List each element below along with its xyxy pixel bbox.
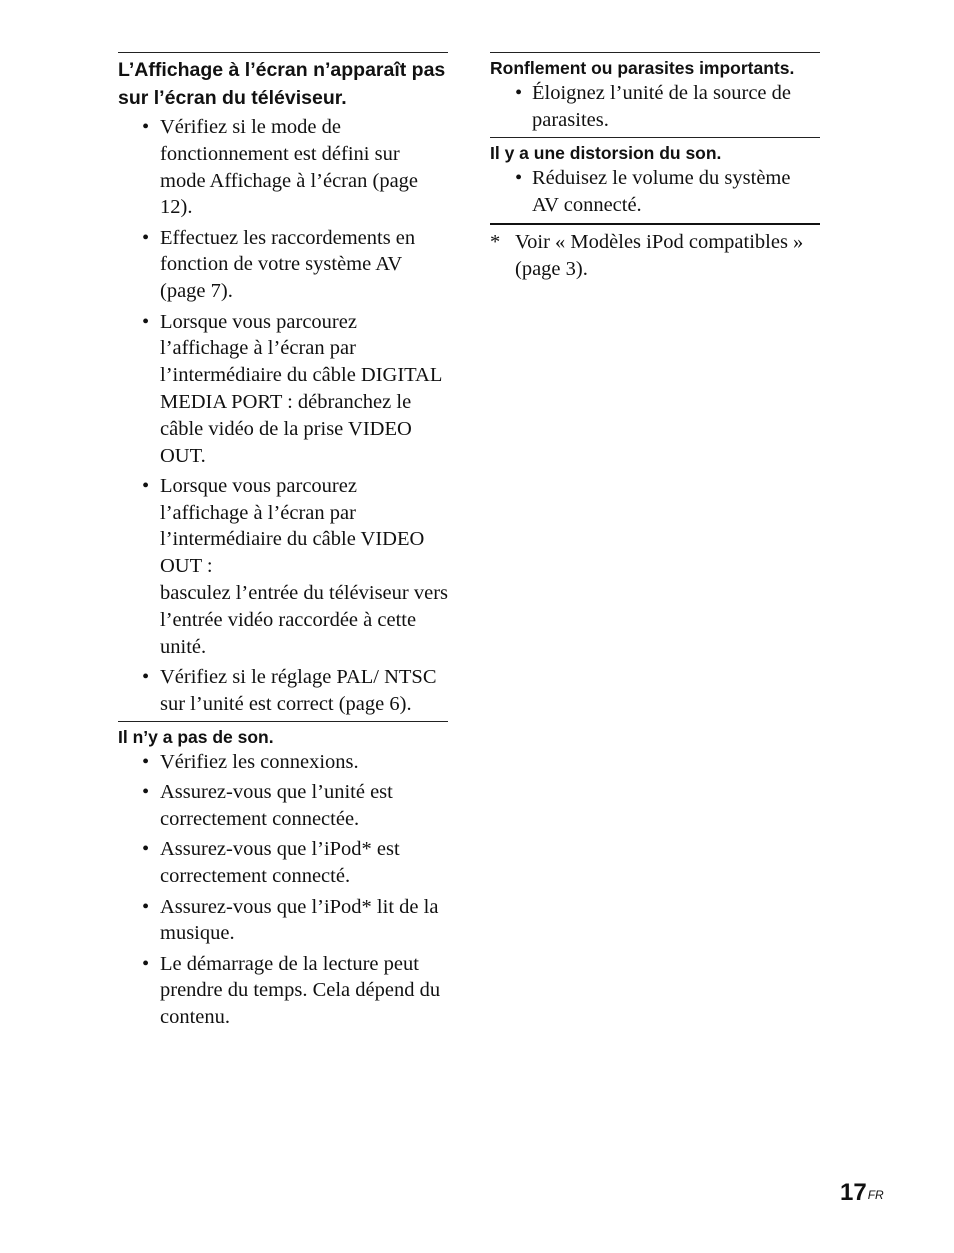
footnote-mark: * (490, 230, 501, 253)
section-no-osd (118, 52, 448, 718)
list-item: • Effectuez les raccordements en fonction de votre système AV (page 7). (118, 225, 448, 305)
footnote (490, 223, 820, 283)
bullet-list (118, 114, 448, 718)
section-no-sound (118, 721, 448, 1031)
section-heading: Ronflement ou parasites importants. (490, 58, 795, 78)
page-language: FR (867, 1188, 884, 1202)
right-column (490, 52, 820, 283)
list-item: • Assurez-vous que l’unité est correctement connectée. (118, 779, 448, 833)
list-item: • Assurez-vous que l’iPod* lit de la musique. (118, 894, 448, 948)
bullet-list (490, 80, 820, 134)
bullet-list (490, 165, 820, 219)
section-distortion (490, 137, 820, 219)
bullet-list (118, 749, 448, 1031)
list-item: • Le démarrage de la lecture peut prendre du temps. Cela dépend du contenu. (118, 951, 448, 1031)
page-number (840, 1178, 884, 1208)
footnote-text: Voir « Modèles iPod compatibles » (page 3). (515, 230, 804, 280)
list-item: • Vérifiez les connexions. (118, 749, 448, 776)
section-heading: Il n’y a pas de son. (118, 727, 274, 748)
page-number-value: 17 (840, 1179, 867, 1206)
list-item: • Vérifiez si le réglage PAL/ NTSC sur l’unité est correct (page 6). (118, 664, 448, 718)
list-item: • Réduisez le volume du système AV connecté. (490, 165, 820, 219)
left-column (118, 52, 448, 1035)
list-item: • Assurez-vous que l’iPod* est correctement connecté. (118, 836, 448, 890)
list-item: • Éloignez l’unité de la source de parasites. (490, 80, 820, 134)
list-item: • Lorsque vous parcourez l’affichage à l’écran par l’intermédiaire du câble VIDEO OUT : basculez l’entrée du téléviseur vers l’entrée vidéo raccordée à cette unité. (118, 473, 448, 661)
list-item: • Lorsque vous parcourez l’affichage à l’écran par l’intermédiaire du câble DIGITAL MEDIA PORT : débranchez le câble vidéo de la prise VIDEO OUT. (118, 309, 448, 470)
section-heading: L’Affichage à l’écran n’apparaît pas sur l’écran du téléviseur. (118, 59, 446, 109)
section-heading: Il y a une distorsion du son. (490, 143, 722, 164)
section-noise (490, 52, 820, 134)
list-item: • Vérifiez si le mode de fonctionnement est défini sur mode Affichage à l’écran (page 12). (118, 114, 448, 221)
